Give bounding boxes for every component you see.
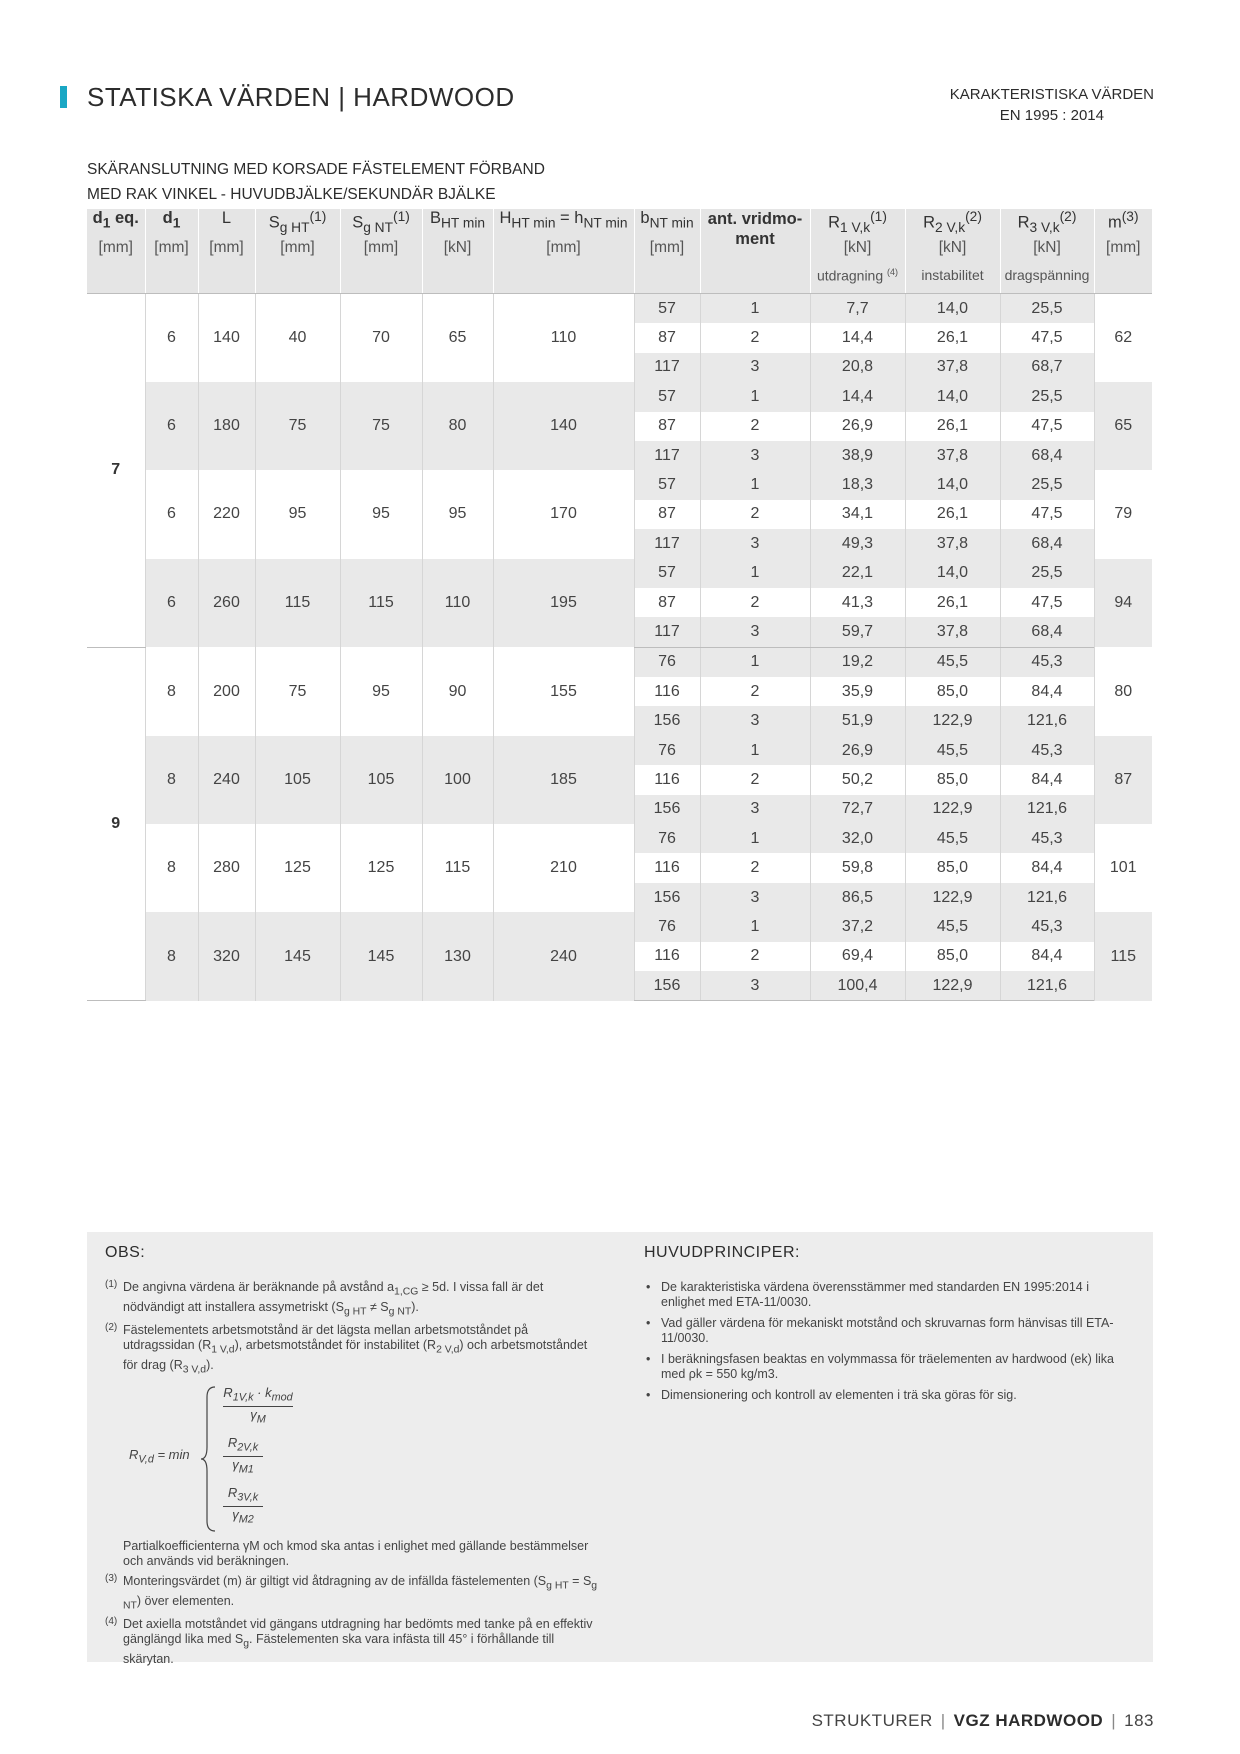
cell-r1: 22,1 [810,559,905,588]
cell-sght: 125 [255,824,340,912]
title-accent-bar [60,86,67,108]
cell-rotations: 3 [700,706,810,735]
cell-r3: 47,5 [1000,588,1094,617]
cell-r1: 51,9 [810,706,905,735]
cell-bnt: 156 [634,883,700,912]
header-right-line2: EN 1995 : 2014 [999,107,1104,124]
cell-d1: 6 [145,382,198,470]
cell-L: 220 [198,470,255,558]
cell-bnt: 57 [634,382,700,411]
cell-r2: 26,1 [905,588,1000,617]
footer-section: STRUKTURER [811,1711,933,1730]
cell-bht: 115 [422,824,493,912]
cell-rotations: 2 [700,677,810,706]
cell-sght: 115 [255,559,340,648]
cell-d1: 6 [145,294,198,383]
cell-r1: 37,2 [810,912,905,941]
cell-r2: 122,9 [905,971,1000,1001]
cell-r1: 7,7 [810,294,905,324]
cell-r1: 26,9 [810,736,905,765]
cell-bnt: 76 [634,736,700,765]
cell-sgnt: 95 [340,647,422,736]
cell-hht: 185 [493,736,634,824]
cell-r3: 47,5 [1000,323,1094,352]
col-sgnt-header: $S_{g NT}^{(1)}$ [340,209,422,239]
cell-hht: 170 [493,470,634,558]
col-hht-header: $H_{HT min} = h_{NT min}$ [493,209,634,239]
col-r1-header: $R_{1 V,k}^{(1)}$ [810,209,905,239]
unit-m: [mm] [1094,239,1152,267]
header-right [950,84,1154,126]
unit-r3: [kN] [1000,239,1094,267]
col-r2-header: $R_{2 V,k}^{(2)}$ [905,209,1000,239]
cell-r1: 19,2 [810,647,905,677]
cell-bnt: 76 [634,824,700,853]
cell-rotations: 2 [700,853,810,882]
table-row [87,647,1152,677]
header-row-symbols [87,209,1152,239]
table-row [87,912,1152,941]
cell-r3: 84,4 [1000,677,1094,706]
cell-r1: 59,8 [810,853,905,882]
cell-rotations: 1 [700,912,810,941]
cell-d1: 6 [145,470,198,558]
cell-L: 260 [198,559,255,648]
cell-rotations: 2 [700,412,810,441]
cell-bnt: 87 [634,323,700,352]
cell-sgnt: 95 [340,470,422,558]
unit-L: [mm] [198,239,255,267]
cell-r3: 84,4 [1000,765,1094,794]
cell-m: 115 [1094,912,1152,1001]
col-L-header: L [198,209,255,239]
cell-r3: 121,6 [1000,795,1094,824]
cell-r3: 68,4 [1000,441,1094,470]
cell-rotations: 2 [700,588,810,617]
cell-rotations: 3 [700,795,810,824]
obs-notes [105,1280,600,1671]
cell-m: 62 [1094,294,1152,383]
cell-L: 320 [198,912,255,1001]
cell-hht: 110 [493,294,634,383]
principle-item: • De karakteristiska värdena överensstämmer med standarden EN 1995:2014 i enlighet med ETA-11/0030. [644,1280,1134,1310]
unit-d1: [mm] [145,239,198,267]
cell-bnt: 87 [634,588,700,617]
cell-r1: 50,2 [810,765,905,794]
unit-bht: [kN] [422,239,493,267]
header-right-line1: KARAKTERISTISKA VÄRDEN [949,86,1154,103]
cell-m: 94 [1094,559,1152,648]
table-row [87,382,1152,411]
cell-L: 200 [198,647,255,736]
cell-L: 180 [198,382,255,470]
cell-r2: 37,8 [905,617,1000,647]
cell-r1: 20,8 [810,353,905,382]
page-number: 183 [1124,1711,1154,1730]
cell-r2: 37,8 [905,529,1000,558]
cell-rotations: 3 [700,353,810,382]
table-body [87,294,1152,1001]
cell-bht: 130 [422,912,493,1001]
cell-r3: 25,5 [1000,382,1094,411]
obs-title: OBS: [105,1244,146,1261]
cell-bnt: 76 [634,647,700,677]
col-sght-header: $S_{g HT}^{(1)}$ [255,209,340,239]
unit-r2: [kN] [905,239,1000,267]
cell-m: 87 [1094,736,1152,824]
cell-r2: 122,9 [905,795,1000,824]
cell-m: 80 [1094,647,1152,736]
cell-r2: 14,0 [905,382,1000,411]
table-row [87,294,1152,324]
cell-bnt: 117 [634,617,700,647]
cell-r1: 59,7 [810,617,905,647]
cell-r3: 121,6 [1000,883,1094,912]
table-row [87,736,1152,765]
principles-title: HUVUDPRINCIPER: [644,1244,800,1261]
principle-item: • Vad gäller värdena för mekaniskt motstånd och skruvarnas form hänvisas till ETA-11/0030. [644,1316,1134,1346]
col-bht-header: $B_{HT min}$ [422,209,493,239]
design-formula: $R_{V,d} = \min$ $R_{1V,k} \cdot k_{mod}$ $\gamma_M$ $R_{2V,k}$ $\gamma_{M1}$ $R_{3V,k}$ $\gamma_{M2}$ [105,1385,600,1533]
cell-m: 101 [1094,824,1152,912]
cell-m: 65 [1094,382,1152,470]
table-row [87,559,1152,588]
r3-description: dragspänning [1000,267,1094,294]
cell-bnt: 117 [634,353,700,382]
cell-r2: 85,0 [905,765,1000,794]
cell-sgnt: 125 [340,824,422,912]
cell-d1eq: 9 [87,647,145,1001]
cell-d1: 8 [145,736,198,824]
header-row-units [87,239,1152,267]
cell-L: 140 [198,294,255,383]
principle-item: • Dimensionering och kontroll av elementen i trä ska göras för sig. [644,1388,1134,1403]
footer-product: VGZ HARDWOOD [953,1711,1104,1730]
cell-r3: 68,4 [1000,617,1094,647]
cell-bnt: 76 [634,912,700,941]
cell-d1: 8 [145,912,198,1001]
cell-rotations: 1 [700,736,810,765]
cell-r3: 84,4 [1000,942,1094,971]
cell-sght: 105 [255,736,340,824]
cell-bht: 110 [422,559,493,648]
unit-d1eq: [mm] [87,239,145,267]
principles-list [644,1280,1134,1409]
cell-r2: 26,1 [905,412,1000,441]
cell-r3: 25,5 [1000,559,1094,588]
page-title: STATISKA VÄRDEN | HARDWOOD [87,82,515,112]
cell-bht: 100 [422,736,493,824]
cell-hht: 195 [493,559,634,648]
r2-description: instabilitet [905,267,1000,294]
cell-r2: 85,0 [905,853,1000,882]
cell-sght: 95 [255,470,340,558]
cell-bnt: 57 [634,559,700,588]
table-row [87,824,1152,853]
cell-bht: 80 [422,382,493,470]
cell-bht: 90 [422,647,493,736]
cell-bnt: 116 [634,942,700,971]
cell-hht: 155 [493,647,634,736]
cell-r1: 26,9 [810,412,905,441]
cell-rotations: 1 [700,294,810,324]
cell-rotations: 1 [700,382,810,411]
cell-r2: 14,0 [905,294,1000,324]
cell-r3: 25,5 [1000,294,1094,324]
cell-bnt: 116 [634,853,700,882]
cell-bnt: 117 [634,441,700,470]
cell-bnt: 156 [634,795,700,824]
unit-r1: [kN] [810,239,905,267]
cell-sgnt: 70 [340,294,422,383]
cell-r1: 14,4 [810,382,905,411]
cell-sgnt: 105 [340,736,422,824]
cell-r2: 122,9 [905,706,1000,735]
unit-sght: [mm] [255,239,340,267]
cell-r3: 45,3 [1000,736,1094,765]
cell-m: 79 [1094,470,1152,558]
cell-r2: 45,5 [905,912,1000,941]
cell-bnt: 117 [634,529,700,558]
cell-r2: 85,0 [905,677,1000,706]
partial-coefficients-note: Partialkoefficienterna γM och kmod ska antas i enlighet med gällande bestämmelser och används vid beräkningen. [123,1539,589,1568]
cell-hht: 240 [493,912,634,1001]
r1-description: utdragning $^{(4)}$ [810,267,905,294]
cell-r1: 49,3 [810,529,905,558]
cell-r1: 69,4 [810,942,905,971]
cell-rotations: 2 [700,323,810,352]
cell-r3: 84,4 [1000,853,1094,882]
cell-d1: 8 [145,647,198,736]
cell-bnt: 57 [634,294,700,324]
formula-term-1: $R_{1V,k} \cdot k_{mod}$ $\gamma_M$ [223,1385,293,1426]
cell-r2: 122,9 [905,883,1000,912]
cell-bnt: 116 [634,765,700,794]
cell-r1: 72,7 [810,795,905,824]
cell-sght: 75 [255,382,340,470]
cell-r2: 14,0 [905,470,1000,499]
cell-bnt: 57 [634,470,700,499]
table-row [87,470,1152,499]
cell-rotations: 3 [700,617,810,647]
cell-sght: 145 [255,912,340,1001]
table-subtitle [87,157,545,207]
principle-item: • I beräkningsfasen beaktas en volymmassa för träelementen av hardwood (ek) lika med ρk = 550 kg/m3. [644,1352,1134,1382]
col-m-header: $m^{(3)}$ [1094,209,1152,239]
cell-rotations: 3 [700,441,810,470]
cell-r1: 18,3 [810,470,905,499]
header-row-descriptions [87,267,1152,294]
cell-bnt: 87 [634,412,700,441]
col-r3-header: $R_{3 V,k}^{(2)}$ [1000,209,1094,239]
cell-sght: 40 [255,294,340,383]
notes-panel [87,1232,1153,1666]
cell-r3: 45,3 [1000,824,1094,853]
cell-r1: 34,1 [810,500,905,529]
cell-sgnt: 115 [340,559,422,648]
col-d1eq-header: $d_1$ eq. [87,209,145,239]
curly-brace [199,1385,219,1533]
cell-hht: 140 [493,382,634,470]
cell-sght: 75 [255,647,340,736]
cell-bht: 65 [422,294,493,383]
cell-r2: 45,5 [905,647,1000,677]
cell-r2: 45,5 [905,736,1000,765]
cell-r3: 121,6 [1000,971,1094,1001]
cell-r2: 37,8 [905,353,1000,382]
cell-hht: 210 [493,824,634,912]
cell-r3: 68,4 [1000,529,1094,558]
cell-r2: 14,0 [905,559,1000,588]
cell-r3: 45,3 [1000,912,1094,941]
values-table [87,209,1152,1001]
cell-r3: 47,5 [1000,500,1094,529]
cell-rotations: 3 [700,883,810,912]
cell-r1: 86,5 [810,883,905,912]
cell-rotations: 2 [700,942,810,971]
cell-rotations: 3 [700,971,810,1001]
cell-r2: 45,5 [905,824,1000,853]
cell-r1: 41,3 [810,588,905,617]
page-footer: STRUKTURER | VGZ HARDWOOD | 183 [811,1711,1154,1730]
cell-d1: 6 [145,559,198,648]
cell-r3: 45,3 [1000,647,1094,677]
col-bnt-header: $b_{NT min}$ [634,209,700,239]
cell-bnt: 116 [634,677,700,706]
footnote-3: (3) Monteringsvärdet (m) är giltigt vid åtdragning av de infällda fästelementen $(S_{g HT} = S_{g NT})$ över elementen. [105,1573,598,1611]
subtitle-line2: MED RAK VINKEL - HUVUDBJÄLKE/SEKUNDÄR BJÄLKE [87,186,496,203]
cell-sgnt: 75 [340,382,422,470]
cell-r2: 85,0 [905,942,1000,971]
cell-r3: 68,7 [1000,353,1094,382]
subtitle-line1: SKÄRANSLUTNING MED KORSADE FÄSTELEMENT FÖRBAND [87,161,545,178]
cell-r2: 26,1 [905,500,1000,529]
col-d1-header: $d_1$ [145,209,198,239]
cell-rotations: 1 [700,559,810,588]
unit-bnt: [mm] [634,239,700,267]
cell-r3: 121,6 [1000,706,1094,735]
cell-rotations: 2 [700,500,810,529]
footnote-2: (2) Fästelementets arbetsmotstånd är det lägsta mellan arbetsmotståndet på utdragssidan $(R_{1 V,d})$, arbetsmotståndet för instabilitet $(R_{2 V,d})$ och arbetsmotståndet för drag $(R_{3 V,d})$. [105,1322,588,1375]
col-rotations-header: ant. vridmo- ment [700,209,810,267]
cell-r1: 14,4 [810,323,905,352]
cell-bnt: 156 [634,706,700,735]
cell-rotations: 1 [700,647,810,677]
cell-d1: 8 [145,824,198,912]
cell-r1: 100,4 [810,971,905,1001]
cell-r2: 26,1 [905,323,1000,352]
cell-L: 240 [198,736,255,824]
unit-sgnt: [mm] [340,239,422,267]
cell-d1eq: 7 [87,294,145,648]
unit-hht: [mm] [493,239,634,267]
cell-sgnt: 145 [340,912,422,1001]
cell-rotations: 1 [700,824,810,853]
cell-r3: 47,5 [1000,412,1094,441]
cell-bnt: 87 [634,500,700,529]
cell-rotations: 2 [700,765,810,794]
cell-bnt: 156 [634,971,700,1001]
footnote-4: (4) Det axiella motståndet vid gängans utdragning har bedömts med tanke på en effektiv gänglängd lika med $S_g$. Fästelementen ska vara infästa till 45° i förhållande till skärytan. [105,1616,593,1666]
cell-r2: 37,8 [905,441,1000,470]
formula-term-2: $R_{2V,k}$ $\gamma_{M1}$ [223,1435,263,1477]
footnote-1: (1) De angivna värdena är beräknande på avstånd $a_{1,CG} \ge 5d$. I vissa fall är det nödvändigt att installera assymetriskt $(S_{g HT} \ne S_{g NT})$. [105,1279,544,1317]
cell-bht: 95 [422,470,493,558]
cell-r1: 32,0 [810,824,905,853]
cell-r3: 25,5 [1000,470,1094,499]
cell-r1: 35,9 [810,677,905,706]
cell-r1: 38,9 [810,441,905,470]
cell-L: 280 [198,824,255,912]
cell-rotations: 1 [700,470,810,499]
cell-rotations: 3 [700,529,810,558]
formula-term-3: $R_{3V,k}$ $\gamma_{M2}$ [223,1485,263,1527]
